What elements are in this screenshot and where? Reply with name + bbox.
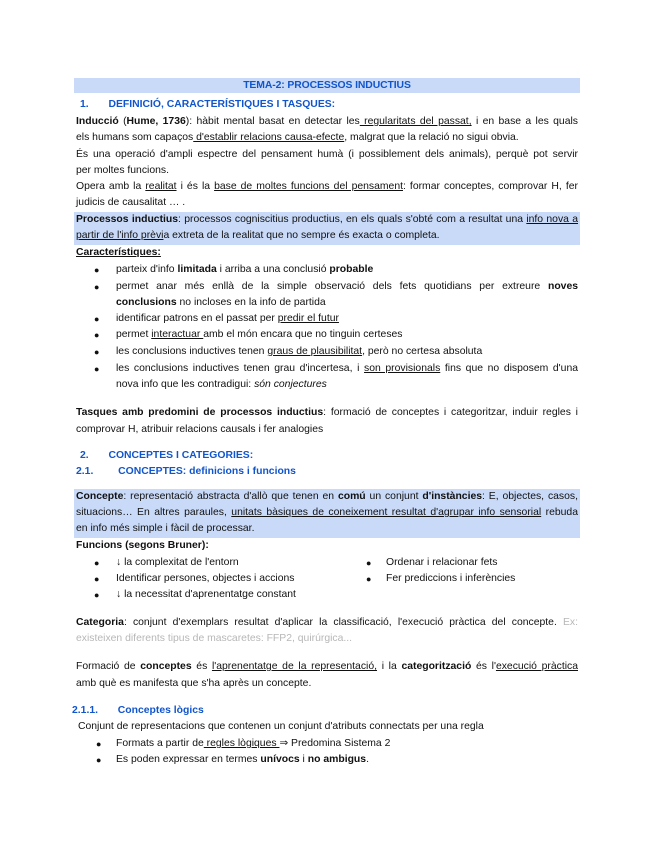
- funcio-right-2: Fer prediccions i inferències: [386, 573, 516, 584]
- section-title: DEFINICIÓ, CARACTERÍSTIQUES I TASQUES:: [108, 99, 336, 110]
- bullet-caract-1: parteix d'info limitada i arriba a una conclusió probable: [116, 264, 374, 275]
- bullet-caract-2-line-2: conclusions no incloses en la info de partida: [116, 297, 326, 308]
- para-induccio-line-2: els humans som capaços d'establir relacions causa-efecte, malgrat que la relació no sigui obvia.: [76, 132, 519, 143]
- caracteristiques-heading: Característiques:: [76, 247, 161, 258]
- processos-inductius-line-1: Processos inductius: processos cogniscitius productius, en els quals s'obté com a resultat una info nova a: [76, 214, 578, 225]
- processos-inductius-line-2: partir de l'info prèvia extreta de la realitat que no sempre és exacta o completa.: [76, 230, 440, 241]
- section-1-heading: [80, 97, 582, 113]
- bullet-caract-5: les conclusions inductives tenen graus de plausibilitat, però no certesa absoluta: [116, 346, 483, 357]
- bullet-icon: ●: [96, 739, 102, 749]
- section-2-1-1-heading: 2.1.1. Conceptes lògics: [72, 705, 204, 716]
- bullet-icon: ●: [94, 558, 100, 568]
- tasques-line-2: comprovar H, atribuir relacions causals i fer analogies: [76, 424, 324, 435]
- doc-title: TEMA-2: PROCESSOS INDUCTIUS: [74, 78, 580, 93]
- bullet-caract-2-line-1: permet anar més enllà de la simple observació dels fets quotidians per extreure noves: [116, 281, 578, 292]
- bullet-icon: ●: [366, 558, 372, 568]
- bullet-icon: ●: [94, 265, 100, 275]
- funcions-heading: Funcions (segons Bruner):: [76, 540, 209, 551]
- section-2-1-heading: 2.1. CONCEPTES: definicions i funcions: [76, 466, 296, 477]
- bullet-icon: ●: [366, 574, 372, 584]
- bullet-icon: ●: [94, 282, 100, 292]
- logics-bullet-2: Es poden expressar en termes unívocs i no ambigus.: [116, 754, 369, 765]
- para-induccio-line-4: per moltes funcions.: [76, 165, 169, 176]
- tasques-line-1: Tasques amb predomini de processos inductius: formació de conceptes i categoritzar, induir regles i: [76, 407, 578, 418]
- para-induccio-line-3: És una operació d'ampli espectre del pensament humà (i possiblement dels animals), perquè pot servir: [76, 149, 578, 160]
- bullet-icon: ●: [94, 330, 100, 340]
- funcio-left-1: ↓ la complexitat de l'entorn: [116, 557, 239, 568]
- formacio-line-2: amb què es manifesta que s'ha après un concepte.: [76, 678, 312, 689]
- categoria-line-2: existeixen diferents tipus de mascaretes: FFP2, quirúrgica...: [76, 633, 353, 644]
- para-induccio-line-1: Inducció (Hume, 1736): hàbit mental basat en detectar les regularitats del passat, i en base a les quals: [76, 116, 578, 127]
- bullet-caract-6-line-2: nova info que les contradigui: són conjectures: [116, 379, 327, 390]
- bullet-caract-4: permet interactuar amb el món encara que no tinguin certeses: [116, 329, 403, 340]
- concepte-line-2: situacions… En altres paraules, unitats bàsiques de coneixement resultat d'agrupar info sensorial rebuda: [76, 507, 578, 518]
- concepte-line-3: en info més simple i fàcil de processar.: [76, 523, 255, 534]
- section-2-heading: 2. CONCEPTES I CATEGORIES:: [80, 450, 254, 461]
- funcio-left-3: ↓ la necessitat d'aprenentatge constant: [116, 589, 296, 600]
- bullet-icon: ●: [94, 364, 100, 374]
- bullet-icon: ●: [96, 755, 102, 765]
- section-number: 1.: [80, 99, 89, 110]
- funcio-right-1: Ordenar i relacionar fets: [386, 557, 498, 568]
- para-induccio-line-5: Opera amb la realitat i és la base de moltes funcions del pensament: formar conceptes, comprovar H, fer: [76, 181, 578, 192]
- bullet-icon: ●: [94, 347, 100, 357]
- bullet-caract-3: identificar patrons en el passat per predir el futur: [116, 313, 339, 324]
- conceptes-logics-intro: Conjunt de representacions que contenen un conjunt d'atributs connectats per una regla: [78, 721, 484, 732]
- concepte-line-1: Concepte: representació abstracta d'allò que tenen en comú un conjunt d'instàncies: E, objectes, casos,: [76, 491, 578, 502]
- bullet-icon: ●: [94, 574, 100, 584]
- formacio-line-1: Formació de conceptes és l'aprenentatge de la representació, i la categorització és l'execució pràctica: [76, 661, 578, 672]
- bullet-caract-6-line-1: les conclusions inductives tenen grau d'incertesa, i son provisionals fins que no disposem d'una: [116, 363, 578, 374]
- logics-bullet-1: Formats a partir de regles lògiques ⇒ Predomina Sistema 2: [116, 738, 391, 749]
- bullet-icon: ●: [94, 314, 100, 324]
- para-induccio-line-6: judicis de causalitat … .: [76, 197, 186, 208]
- categoria-line-1: Categoria: conjunt d'exemplars resultat d'aplicar la classificació, l'execució pràctica del concepte. Ex:: [76, 617, 578, 628]
- bullet-icon: ●: [94, 590, 100, 600]
- funcio-left-2: Identificar persones, objectes i accions: [116, 573, 295, 584]
